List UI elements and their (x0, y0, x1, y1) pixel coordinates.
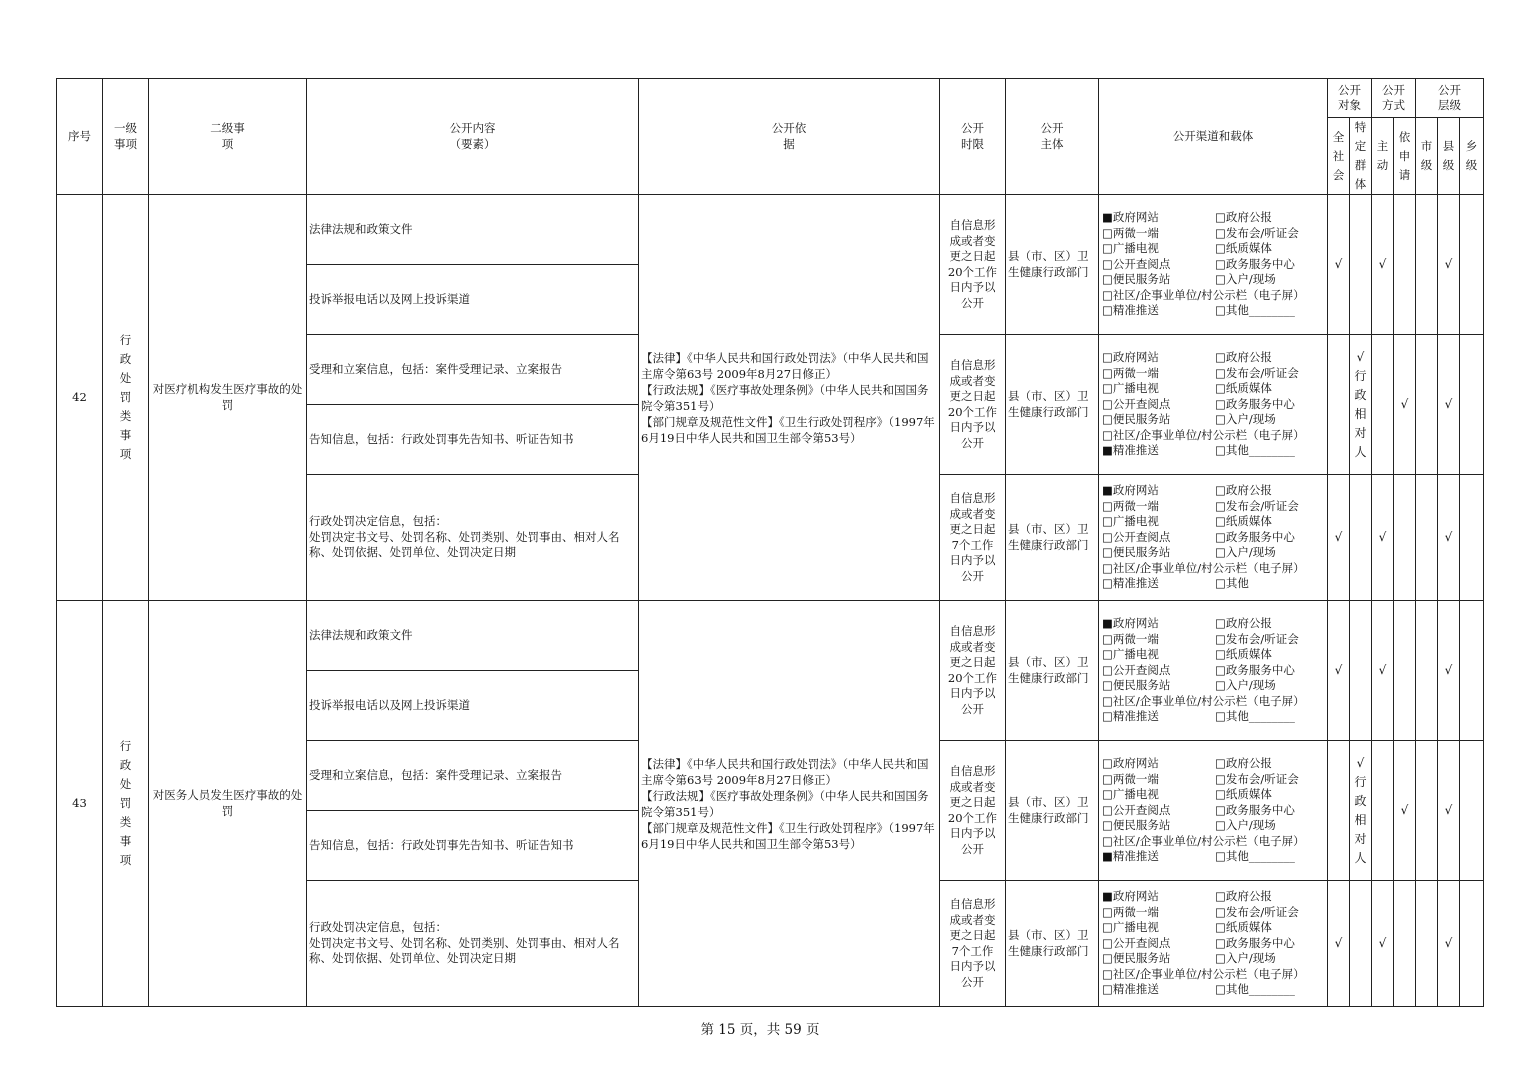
check-apply (1394, 475, 1416, 601)
channel-option: □公开查阅点 (1102, 256, 1171, 271)
channel-option: □两微一端 (1102, 498, 1159, 513)
header-content-sub: （要素） (449, 136, 496, 151)
time-cell (940, 335, 1006, 475)
check-city (1416, 881, 1438, 1007)
check-target-specific (1350, 475, 1372, 601)
basis-cell-text: 【法律】《中华人民共和国行政处罚法》（中华人民共和国主席令第63号 2009年8月27日修正） 【行政法规】《医疗事故处理条例》（中华人民共和国国务院令第351号） 【部门规章及规范性文件】《卫生行政处罚程序》（1997年6月19日中华人民共和国卫生部令第53号） (641, 350, 935, 445)
channel-option: □政务服务中心 (1215, 529, 1295, 544)
channel-line (1102, 545, 1324, 561)
time-cell-text: 自信息形成或者变更之日起20个工作日内予以公开 (947, 358, 998, 450)
level2-cell (149, 195, 307, 601)
check-county-text: √ (1444, 662, 1453, 677)
content-cell (307, 741, 639, 811)
channel-option: □其他________ (1215, 849, 1295, 864)
channel-option: □社区/企事业单位/村公示栏（电子屏） (1102, 966, 1305, 981)
channel-option: □社区/企事业单位/村公示栏（电子屏） (1102, 833, 1305, 848)
channel-line (1102, 514, 1324, 530)
channel-line (1102, 772, 1324, 788)
channel-option: ■政府网站 (1102, 483, 1159, 498)
channel-option: □政府公报 (1215, 483, 1272, 498)
channel-line (1102, 647, 1324, 663)
subject-cell-text: 县（市、区）卫生健康行政部门 (1008, 389, 1089, 419)
check-apply-text: √ (1400, 396, 1409, 411)
channel-line (1102, 412, 1324, 428)
channel-option: □广播电视 (1102, 920, 1159, 935)
channel-option: □两微一端 (1102, 904, 1159, 919)
channel-option: □便民服务站 (1102, 545, 1171, 560)
channel-line (1102, 834, 1324, 850)
table-body (57, 79, 1484, 1007)
channel-option: □纸质媒体 (1215, 514, 1272, 529)
header-target-all: 全社会 (1332, 129, 1345, 182)
channel-option: ■精准推送 (1102, 443, 1159, 458)
check-county-text: √ (1444, 802, 1453, 817)
table-row (57, 601, 1484, 671)
channel-option: □发布会/听证会 (1215, 498, 1299, 513)
channel-line (1102, 576, 1324, 592)
time-cell (940, 741, 1006, 881)
channel-option: □其他________ (1215, 982, 1295, 997)
header-seq: 序号 (68, 129, 91, 143)
content-cell-text: 投诉举报电话以及网上投诉渠道 (309, 291, 470, 306)
check-town (1460, 195, 1484, 335)
channel-option: □政府网站 (1102, 350, 1159, 365)
content-cell (307, 265, 639, 335)
level1-cell (103, 601, 149, 1007)
time-cell-text: 自信息形成或者变更之日起7个工作日内予以公开 (949, 491, 996, 583)
channel-option: □入户/现场 (1215, 412, 1276, 427)
channel-option: □公开查阅点 (1102, 802, 1171, 817)
check-active (1372, 195, 1394, 335)
check-county (1438, 741, 1460, 881)
seq-cell (57, 601, 103, 1007)
channel-line (1102, 756, 1324, 772)
channel-option: □纸质媒体 (1215, 787, 1272, 802)
check-county (1438, 601, 1460, 741)
channel-line (1102, 818, 1324, 834)
channel-option: □便民服务站 (1102, 818, 1171, 833)
channel-option: □公开查阅点 (1102, 396, 1171, 411)
channel-option: □发布会/听证会 (1215, 771, 1299, 786)
check-active (1372, 601, 1394, 741)
channel-option: □便民服务站 (1102, 412, 1171, 427)
channel-line (1102, 709, 1324, 725)
check-county-text: √ (1444, 935, 1453, 950)
header-level1: 一级事项 (114, 121, 137, 151)
content-cell (307, 881, 639, 1007)
channel-line (1102, 787, 1324, 803)
channel-option: □入户/现场 (1215, 818, 1276, 833)
content-cell-text: 受理和立案信息，包括：案件受理记录、立案报告 (309, 767, 562, 782)
check-apply (1394, 195, 1416, 335)
level2-cell-text: 对医疗机构发生医疗事故的处罚 (152, 382, 303, 412)
time-cell-text: 自信息形成或者变更之日起20个工作日内予以公开 (947, 624, 998, 716)
channel-option: □便民服务站 (1102, 951, 1171, 966)
content-cell-text: 行政处罚决定信息，包括： 处罚决定书文号、处罚名称、处罚类别、处罚事由、相对人名称、处罚依据、处罚单位、处罚决定日期 (309, 920, 620, 966)
channel-option: □政府公报 (1215, 756, 1272, 771)
channel-option: ■政府网站 (1102, 210, 1159, 225)
content-cell (307, 195, 639, 265)
level2-cell (149, 601, 307, 1007)
channels-cell (1099, 335, 1328, 475)
check-apply (1394, 741, 1416, 881)
check-city (1416, 475, 1438, 601)
header-level2: 二级事项 (210, 121, 245, 151)
channel-option: □入户/现场 (1215, 678, 1276, 693)
header-method: 公开方式 (1382, 82, 1405, 112)
time-cell (940, 475, 1006, 601)
level1-cell-text: 行政处罚类事项 (119, 333, 132, 461)
channel-option: □政务服务中心 (1215, 396, 1295, 411)
subject-cell (1006, 195, 1099, 335)
channel-option: □两微一端 (1102, 631, 1159, 646)
level1-cell-text: 行政处罚类事项 (119, 739, 132, 867)
channels-cell (1099, 475, 1328, 601)
content-cell (307, 671, 639, 741)
page-footer: 第 15 页，共 59 页 (700, 1022, 820, 1038)
check-active-text: √ (1378, 256, 1387, 271)
channel-line (1102, 936, 1324, 952)
check-town (1460, 601, 1484, 741)
header-level-city: 市级 (1420, 139, 1433, 172)
channel-line (1102, 241, 1324, 257)
header-content: 公开内容 (449, 121, 496, 135)
channel-option: □政府公报 (1215, 616, 1272, 631)
channel-option: □纸质媒体 (1215, 381, 1272, 396)
time-cell-text: 自信息形成或者变更之日起7个工作日内予以公开 (949, 897, 996, 989)
check-target-all (1328, 881, 1350, 1007)
content-cell (307, 335, 639, 405)
check-county-text: √ (1444, 396, 1453, 411)
channels-cell (1099, 741, 1328, 881)
check-target-specific-text: √行政相对人 (1354, 755, 1367, 865)
channels-cell (1099, 601, 1328, 741)
check-town (1460, 741, 1484, 881)
channel-option: □政府公报 (1215, 889, 1272, 904)
subject-cell (1006, 881, 1099, 1007)
subject-cell-text: 县（市、区）卫生健康行政部门 (1008, 522, 1089, 552)
channel-option: □其他________ (1215, 709, 1295, 724)
channel-option: □便民服务站 (1102, 678, 1171, 693)
channel-option: □发布会/听证会 (1215, 365, 1299, 380)
header-method-active: 主动 (1376, 139, 1389, 172)
channel-line (1102, 561, 1324, 577)
channel-option: □公开查阅点 (1102, 935, 1171, 950)
content-cell (307, 601, 639, 671)
subject-cell (1006, 335, 1099, 475)
check-city (1416, 741, 1438, 881)
check-active-text: √ (1378, 662, 1387, 677)
disclosure-table (56, 78, 1484, 1007)
channel-line (1102, 366, 1324, 382)
channel-option: □政务服务中心 (1215, 935, 1295, 950)
seq-cell (57, 195, 103, 601)
channel-line (1102, 483, 1324, 499)
channel-line (1102, 272, 1324, 288)
check-active (1372, 335, 1394, 475)
content-cell-text: 受理和立案信息，包括：案件受理记录、立案报告 (309, 361, 562, 376)
header-level: 公开层级 (1438, 82, 1461, 112)
channel-option: □社区/企事业单位/村公示栏（电子屏） (1102, 693, 1305, 708)
channel-line (1102, 303, 1324, 319)
channel-option: ■精准推送 (1102, 849, 1159, 864)
channel-option: □其他________ (1215, 443, 1295, 458)
channel-option: □公开查阅点 (1102, 529, 1171, 544)
check-active (1372, 475, 1394, 601)
content-cell (307, 475, 639, 601)
check-town (1460, 881, 1484, 1007)
time-cell (940, 195, 1006, 335)
channel-option: □广播电视 (1102, 514, 1159, 529)
check-active (1372, 881, 1394, 1007)
check-target-all-text: √ (1334, 662, 1343, 677)
time-cell-text: 自信息形成或者变更之日起20个工作日内予以公开 (947, 764, 998, 856)
check-target-all (1328, 475, 1350, 601)
channel-option: □纸质媒体 (1215, 647, 1272, 662)
content-cell (307, 811, 639, 881)
check-city (1416, 335, 1438, 475)
check-target-specific (1350, 335, 1372, 475)
channels-cell (1099, 881, 1328, 1007)
check-target-all-text: √ (1334, 529, 1343, 544)
channel-line (1102, 616, 1324, 632)
check-city (1416, 195, 1438, 335)
channel-option: □精准推送 (1102, 709, 1159, 724)
channel-option: □精准推送 (1102, 982, 1159, 997)
channel-line (1102, 920, 1324, 936)
check-apply (1394, 601, 1416, 741)
channel-option: □两微一端 (1102, 365, 1159, 380)
channel-option: □入户/现场 (1215, 272, 1276, 287)
seq-cell-text: 43 (72, 795, 87, 810)
channel-line (1102, 499, 1324, 515)
channel-line (1102, 889, 1324, 905)
channel-option: □政务服务中心 (1215, 802, 1295, 817)
time-cell (940, 881, 1006, 1007)
channel-line (1102, 350, 1324, 366)
channel-option: □入户/现场 (1215, 545, 1276, 560)
channel-option: □政府网站 (1102, 756, 1159, 771)
channel-option: □发布会/听证会 (1215, 225, 1299, 240)
check-target-all (1328, 335, 1350, 475)
content-cell-text: 告知信息，包括：行政处罚事先告知书、听证告知书 (309, 431, 574, 446)
channel-option: □纸质媒体 (1215, 920, 1272, 935)
channel-option: □广播电视 (1102, 241, 1159, 256)
check-town (1460, 475, 1484, 601)
channel-option: □公开查阅点 (1102, 662, 1171, 677)
header-time: 公开时限 (961, 121, 984, 151)
check-target-all (1328, 195, 1350, 335)
subject-cell-text: 县（市、区）卫生健康行政部门 (1008, 928, 1089, 958)
check-target-all-text: √ (1334, 256, 1343, 271)
channel-option: □广播电视 (1102, 787, 1159, 802)
content-cell-text: 行政处罚决定信息，包括： 处罚决定书文号、处罚名称、处罚类别、处罚事由、相对人名称、处罚依据、处罚单位、处罚决定日期 (309, 514, 620, 560)
check-county-text: √ (1444, 256, 1453, 271)
check-county-text: √ (1444, 529, 1453, 544)
check-town (1460, 335, 1484, 475)
check-apply (1394, 881, 1416, 1007)
channel-line (1102, 803, 1324, 819)
channel-line (1102, 678, 1324, 694)
channel-line (1102, 982, 1324, 998)
channel-line (1102, 443, 1324, 459)
channel-line (1102, 694, 1324, 710)
channels-cell (1099, 195, 1328, 335)
header-method-apply: 依申请 (1398, 129, 1411, 182)
basis-cell (639, 601, 940, 1007)
check-county (1438, 195, 1460, 335)
subject-cell (1006, 741, 1099, 881)
channel-line (1102, 381, 1324, 397)
channel-line (1102, 951, 1324, 967)
basis-cell-text: 【法律】《中华人民共和国行政处罚法》（中华人民共和国主席令第63号 2009年8月27日修正） 【行政法规】《医疗事故处理条例》（中华人民共和国国务院令第351号） 【部门规章及规范性文件】《卫生行政处罚程序》（1997年6月19日中华人民共和国卫生部令第53号） (641, 756, 935, 851)
channel-line (1102, 905, 1324, 921)
header-target: 公开对象 (1338, 82, 1361, 112)
header-level-town: 乡级 (1465, 139, 1478, 172)
check-target-all-text: √ (1334, 935, 1343, 950)
channel-option: □两微一端 (1102, 771, 1159, 786)
basis-cell (639, 195, 940, 601)
channel-option: □发布会/听证会 (1215, 631, 1299, 646)
content-cell (307, 405, 639, 475)
check-city (1416, 601, 1438, 741)
check-target-specific-text: √行政相对人 (1354, 349, 1367, 459)
check-active-text: √ (1378, 529, 1387, 544)
channel-line (1102, 210, 1324, 226)
check-active (1372, 741, 1394, 881)
check-apply (1394, 335, 1416, 475)
channel-option: □广播电视 (1102, 381, 1159, 396)
channel-line (1102, 530, 1324, 546)
channel-option: □政府公报 (1215, 210, 1272, 225)
channel-option: □精准推送 (1102, 576, 1159, 591)
channel-option: □纸质媒体 (1215, 241, 1272, 256)
table-row (57, 195, 1484, 265)
check-county (1438, 475, 1460, 601)
subject-cell-text: 县（市、区）卫生健康行政部门 (1008, 655, 1089, 685)
channel-line (1102, 663, 1324, 679)
channel-option: □其他 (1215, 576, 1249, 591)
header-level-county: 县级 (1442, 139, 1455, 172)
check-target-specific (1350, 601, 1372, 741)
channel-line (1102, 226, 1324, 242)
channel-option: □广播电视 (1102, 647, 1159, 662)
channel-option: □社区/企事业单位/村公示栏（电子屏） (1102, 427, 1305, 442)
time-cell-text: 自信息形成或者变更之日起20个工作日内予以公开 (947, 218, 998, 310)
channel-line (1102, 967, 1324, 983)
channel-option: □便民服务站 (1102, 272, 1171, 287)
check-county (1438, 335, 1460, 475)
channel-option: ■政府网站 (1102, 616, 1159, 631)
check-target-specific (1350, 881, 1372, 1007)
channel-option: □精准推送 (1102, 303, 1159, 318)
channel-option: □政务服务中心 (1215, 256, 1295, 271)
channel-option: □发布会/听证会 (1215, 904, 1299, 919)
channel-option: □其他________ (1215, 303, 1295, 318)
time-cell (940, 601, 1006, 741)
header-basis: 公开依据 (771, 121, 807, 151)
channel-option: □社区/企事业单位/村公示栏（电子屏） (1102, 287, 1305, 302)
subject-cell-text: 县（市、区）卫生健康行政部门 (1008, 795, 1089, 825)
channel-line (1102, 257, 1324, 273)
channel-option: □社区/企事业单位/村公示栏（电子屏） (1102, 560, 1305, 575)
channel-line (1102, 428, 1324, 444)
content-cell-text: 告知信息，包括：行政处罚事先告知书、听证告知书 (309, 837, 574, 852)
check-target-all (1328, 741, 1350, 881)
level2-cell-text: 对医务人员发生医疗事故的处罚 (152, 788, 303, 818)
check-county (1438, 881, 1460, 1007)
channel-option: □两微一端 (1102, 225, 1159, 240)
channel-line (1102, 397, 1324, 413)
content-cell-text: 投诉举报电话以及网上投诉渠道 (309, 697, 470, 712)
channel-option: □入户/现场 (1215, 951, 1276, 966)
check-active-text: √ (1378, 935, 1387, 950)
header-subject: 公开主体 (1040, 121, 1064, 151)
content-cell-text: 法律法规和政策文件 (309, 627, 413, 642)
channel-option: ■政府网站 (1102, 889, 1159, 904)
check-target-specific (1350, 741, 1372, 881)
channel-line (1102, 849, 1324, 865)
channel-option: □政府公报 (1215, 350, 1272, 365)
level1-cell (103, 195, 149, 601)
channel-line (1102, 288, 1324, 304)
check-apply-text: √ (1400, 802, 1409, 817)
channel-line (1102, 632, 1324, 648)
content-cell-text: 法律法规和政策文件 (309, 221, 413, 236)
channel-option: □政务服务中心 (1215, 662, 1295, 677)
subject-cell (1006, 601, 1099, 741)
header-channel: 公开渠道和载体 (1172, 128, 1254, 143)
check-target-all (1328, 601, 1350, 741)
seq-cell-text: 42 (72, 389, 87, 404)
subject-cell-text: 县（市、区）卫生健康行政部门 (1008, 249, 1089, 279)
check-target-specific (1350, 195, 1372, 335)
header-target-specific: 特定群体 (1354, 120, 1367, 191)
subject-cell (1006, 475, 1099, 601)
